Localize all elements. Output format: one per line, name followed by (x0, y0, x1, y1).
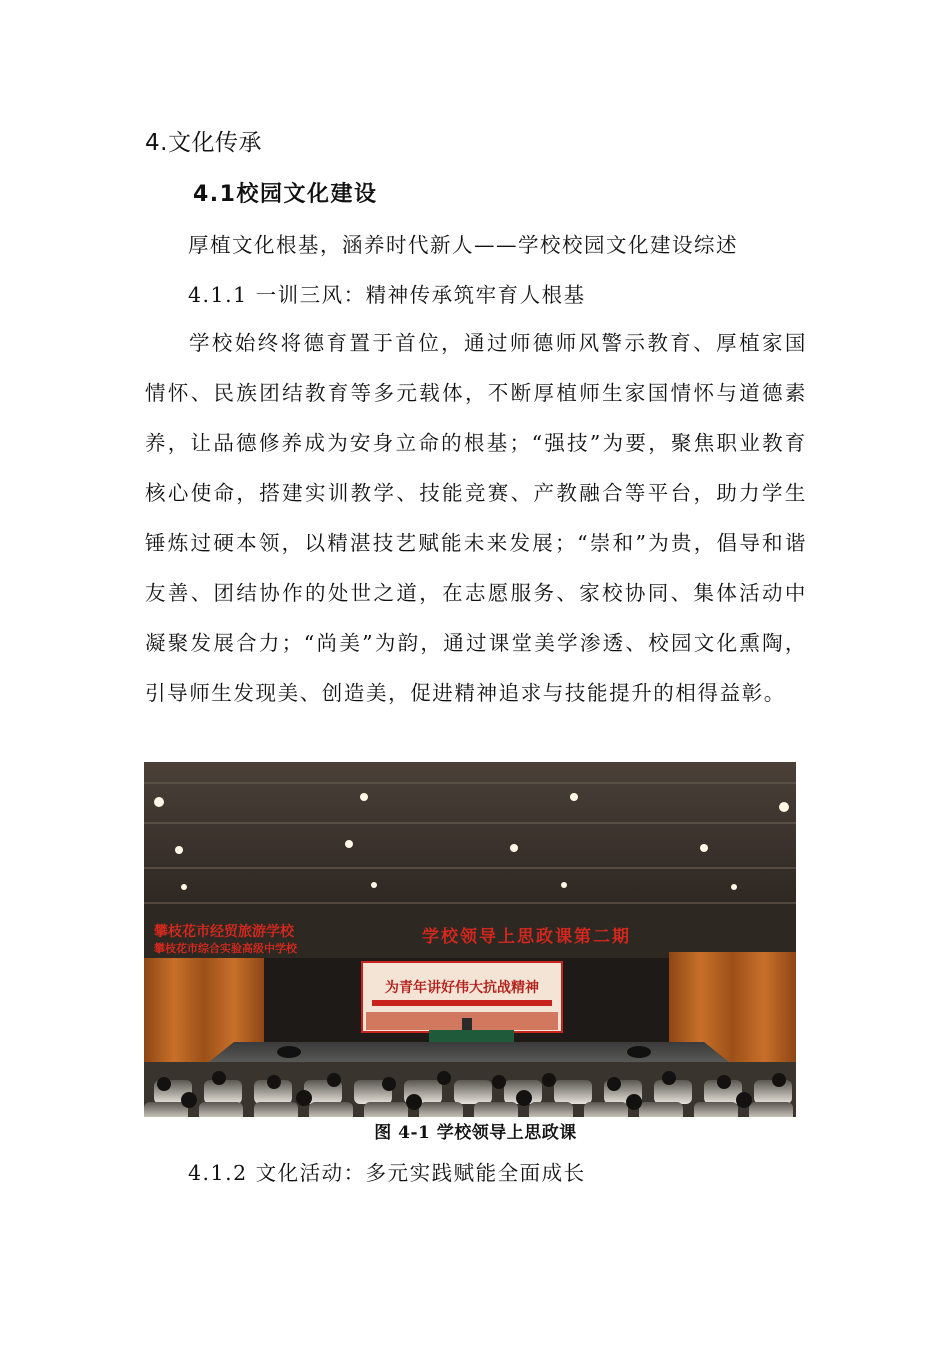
subsection-heading: 4.1校园文化建设 (193, 182, 378, 207)
figure-photo-lecture-hall (144, 762, 796, 1117)
screen-title: 为青年讲好伟大抗战精神 (385, 980, 539, 996)
figure-caption: 图 4-1 学校领导上思政课 (374, 1123, 577, 1143)
body-paragraph: 学校始终将德育置于首位，通过师德师风警示教育、厚植家国情怀、民族团结教育等多元载体，不断厚植师生家国情怀与道德素养，让品德修养成为安身立命的根基；“强技”为要，聚焦职业教育核心使命，搭建实训教学、技能竞赛、产教融合等平台，助力学生锤炼过硬本领，以精湛技艺赋能未来发展；“崇和”为贵，倡导和谐友善、团结协作的处世之道，在志愿服务、家校协同、集体活动中凝聚发展合力；“尚美”为韵，通过课堂美学渗透、校园文化熏陶，引导师生发现美、创造美，促进精神追求与技能提升的相得益彰。 (145, 331, 807, 705)
section-heading: 4.文化传承 (145, 130, 262, 156)
subsection-4-1-1-title: 4.1.1 一训三风：精神传承筑牢育人根基 (188, 283, 586, 307)
subsection-4-1-2-title: 4.1.2 文化活动：多元实践赋能全面成长 (188, 1161, 586, 1185)
banner-right: 学校领导上思政课第二期 (422, 927, 631, 947)
intro-line: 厚植文化根基，涵养时代新人——学校校园文化建设综述 (188, 233, 738, 257)
banner-left-line1: 攀枝花市经贸旅游学校 (154, 924, 294, 940)
banner-left-line2: 攀枝花市综合实验高级中学校 (154, 942, 297, 955)
